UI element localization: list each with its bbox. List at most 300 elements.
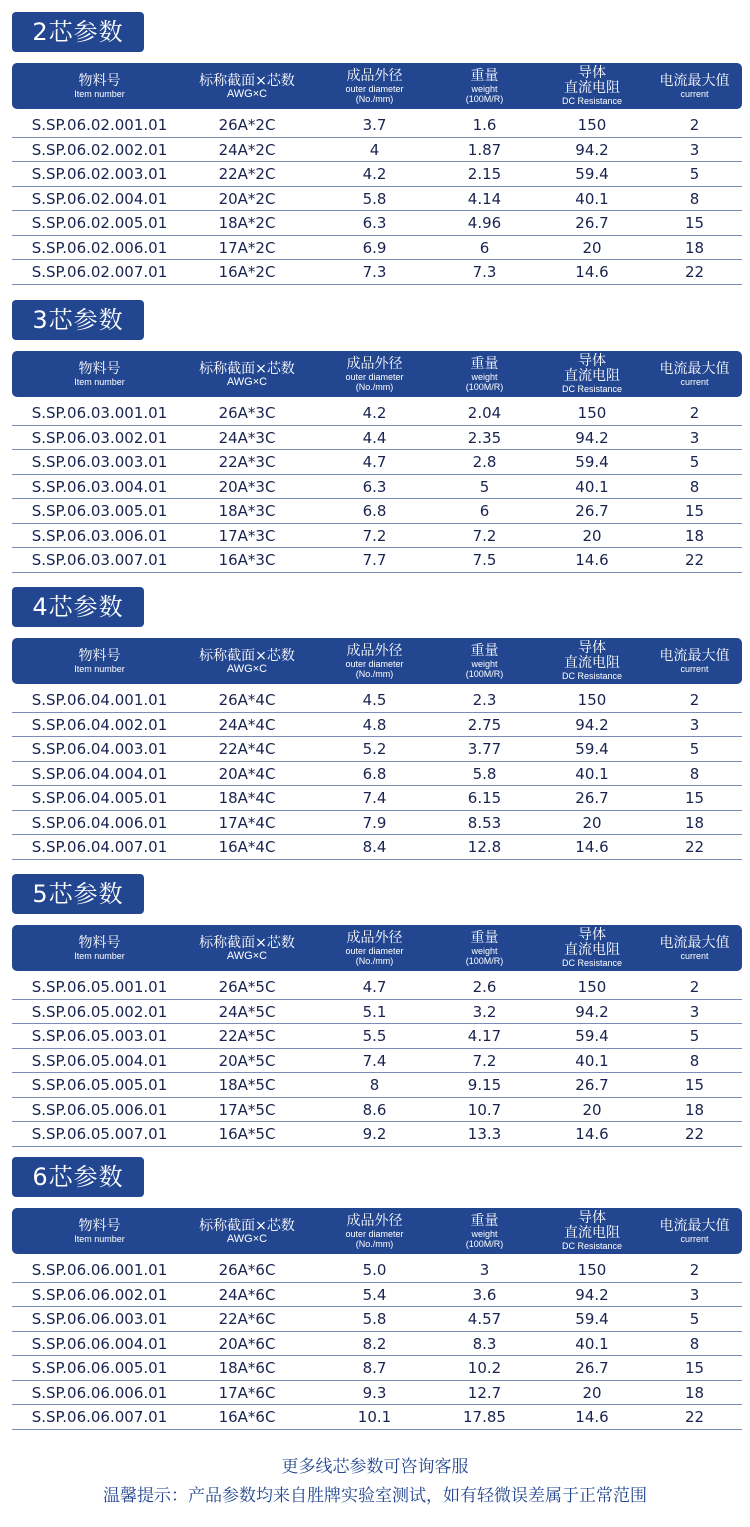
cell-awg-cores: 26A*2C: [218, 116, 276, 134]
table-body: [12, 975, 742, 1147]
header-sublabel: DC Resistance: [561, 1241, 623, 1251]
header-sublabel: current: [680, 950, 709, 961]
cell-awg-cores: 18A*6C: [218, 1359, 276, 1377]
cell-dc-resistance: 94.2: [575, 1002, 609, 1021]
cell-item-number: S.SP.06.04.002.01: [31, 715, 168, 734]
cell-awg-cores: 18A*4C: [218, 789, 276, 807]
header-unit: (100M/R): [465, 1238, 504, 1249]
header-sublabel: Item number: [74, 88, 125, 99]
table-row: [12, 113, 742, 138]
cell-dc-resistance: 26.7: [575, 1076, 609, 1094]
cell-weight: 4.14: [467, 189, 502, 208]
cell-outer-diameter: 6.3: [362, 214, 387, 232]
header-outer-diameter: [317, 638, 432, 684]
header-label: 物料号: [78, 647, 121, 664]
header-label: 电流最大值: [659, 1217, 730, 1234]
cell-max-current: 15: [684, 789, 705, 807]
cell-outer-diameter: 6.8: [362, 502, 387, 520]
header-outer-diameter: [317, 1208, 432, 1254]
header-sublabel: AWG×C: [226, 1232, 268, 1245]
header-max-current: [647, 351, 742, 397]
header-label: 直流电阻: [564, 368, 620, 384]
cell-max-current: 15: [684, 1359, 705, 1377]
header-sublabel: Item number: [74, 376, 125, 387]
header-label: 直流电阻: [564, 1225, 620, 1241]
cell-item-number: S.SP.06.03.003.01: [31, 453, 168, 471]
table-body: [12, 1258, 742, 1430]
cell-max-current: 22: [684, 263, 705, 281]
cell-dc-resistance: 14.6: [575, 1408, 609, 1426]
section-title: 6芯参数: [12, 1157, 144, 1197]
cell-item-number: S.SP.06.03.006.01: [31, 526, 168, 545]
cell-outer-diameter: 8.6: [362, 1100, 387, 1119]
cell-outer-diameter: 8: [369, 1076, 380, 1094]
cell-item-number: S.SP.06.02.006.01: [31, 238, 168, 257]
cell-weight: 10.7: [467, 1100, 502, 1119]
table-header: [12, 638, 742, 684]
cell-awg-cores: 26A*4C: [218, 691, 276, 709]
header-label: 标称截面×芯数: [199, 360, 295, 377]
header-dc-resistance: [537, 638, 647, 684]
header-awg-cores: [187, 1208, 307, 1254]
cell-awg-cores: 18A*5C: [218, 1076, 276, 1094]
cell-max-current: 22: [684, 838, 705, 856]
cell-dc-resistance: 40.1: [575, 1334, 609, 1353]
cell-max-current: 5: [689, 453, 700, 471]
cell-awg-cores: 16A*2C: [218, 263, 276, 281]
table-row: [12, 1073, 742, 1098]
header-label: 直流电阻: [564, 80, 620, 96]
table-row: [12, 1405, 742, 1430]
cell-weight: 6: [479, 502, 490, 520]
cell-max-current: 22: [684, 1408, 705, 1426]
header-awg-cores: [187, 638, 307, 684]
table-row: [12, 187, 742, 212]
header-label: 导体: [578, 640, 606, 656]
cell-max-current: 3: [689, 140, 700, 159]
cell-max-current: 5: [689, 740, 700, 758]
cell-max-current: 22: [684, 1125, 705, 1143]
header-awg-cores: [187, 351, 307, 397]
header-sublabel: weight: [471, 371, 498, 382]
table-row: [12, 475, 742, 500]
header-outer-diameter: [317, 63, 432, 109]
cell-awg-cores: 20A*5C: [218, 1051, 276, 1070]
cell-weight: 7.2: [472, 526, 497, 545]
cell-outer-diameter: 7.9: [362, 813, 387, 832]
cell-weight: 2.3: [472, 691, 497, 709]
cell-max-current: 15: [684, 1076, 705, 1094]
header-label: 电流最大值: [659, 72, 730, 89]
cell-max-current: 3: [689, 428, 700, 447]
cell-item-number: S.SP.06.06.001.01: [31, 1261, 168, 1279]
cell-awg-cores: 22A*5C: [218, 1027, 276, 1045]
cell-awg-cores: 20A*6C: [218, 1334, 276, 1353]
cell-awg-cores: 20A*2C: [218, 189, 276, 208]
cell-item-number: S.SP.06.02.004.01: [31, 189, 168, 208]
table-row: [12, 1024, 742, 1049]
header-sublabel: DC Resistance: [561, 958, 623, 968]
header-sublabel: outer diameter: [345, 83, 404, 94]
header-label: 成品外径: [346, 1212, 403, 1229]
table-row: [12, 401, 742, 426]
cell-item-number: S.SP.06.06.005.01: [31, 1359, 168, 1377]
section-title: 4芯参数: [12, 587, 144, 627]
cell-max-current: 3: [689, 715, 700, 734]
cell-item-number: S.SP.06.04.006.01: [31, 813, 168, 832]
header-max-current: [647, 63, 742, 109]
cell-weight: 6.15: [467, 789, 502, 807]
cell-outer-diameter: 4.2: [362, 165, 387, 183]
cell-outer-diameter: 7.7: [362, 551, 387, 569]
header-weight: [432, 351, 537, 397]
cell-dc-resistance: 59.4: [575, 453, 609, 471]
cell-outer-diameter: 10.1: [357, 1408, 392, 1426]
table-row: [12, 260, 742, 285]
cell-dc-resistance: 14.6: [575, 1125, 609, 1143]
header-unit: (100M/R): [465, 93, 504, 104]
header-label: 物料号: [78, 1217, 121, 1234]
cell-max-current: 8: [689, 1334, 700, 1353]
cell-weight: 5.8: [472, 764, 497, 783]
cell-dc-resistance: 26.7: [575, 789, 609, 807]
table-header: [12, 63, 742, 109]
cell-awg-cores: 16A*4C: [218, 838, 276, 856]
cell-weight: 12.8: [467, 838, 502, 856]
cell-awg-cores: 22A*4C: [218, 740, 276, 758]
cell-awg-cores: 22A*2C: [218, 165, 276, 183]
cell-weight: 13.3: [467, 1125, 502, 1143]
footer-contact-note: 更多线芯参数可咨询客服: [281, 1457, 469, 1477]
cell-awg-cores: 24A*5C: [218, 1002, 276, 1021]
cell-awg-cores: 24A*4C: [218, 715, 276, 734]
cell-outer-diameter: 6.3: [362, 477, 387, 496]
table-row: [12, 138, 742, 163]
header-sublabel: DC Resistance: [561, 384, 623, 394]
cell-weight: 9.15: [467, 1076, 502, 1094]
cell-dc-resistance: 40.1: [575, 1051, 609, 1070]
footer-disclaimer: 温馨提示：产品参数均来自胜牌实验室测试，如有轻微误差属于正常范围: [103, 1486, 647, 1506]
cell-dc-resistance: 94.2: [575, 140, 609, 159]
table-row: [12, 1122, 742, 1147]
cell-dc-resistance: 59.4: [575, 165, 609, 183]
cell-dc-resistance: 59.4: [575, 1027, 609, 1045]
header-sublabel: Item number: [74, 950, 125, 961]
header-label: 电流最大值: [659, 647, 730, 664]
cell-weight: 2.35: [467, 428, 502, 447]
header-sublabel: outer diameter: [345, 371, 404, 382]
cell-max-current: 5: [689, 165, 700, 183]
cell-item-number: S.SP.06.05.002.01: [31, 1002, 168, 1021]
cell-awg-cores: 22A*6C: [218, 1310, 276, 1328]
cell-awg-cores: 16A*6C: [218, 1408, 276, 1426]
cell-outer-diameter: 4: [369, 140, 380, 159]
header-label: 电流最大值: [659, 934, 730, 951]
cell-outer-diameter: 3.7: [362, 116, 387, 134]
header-sublabel: Item number: [74, 1233, 125, 1244]
header-label: 直流电阻: [564, 655, 620, 671]
table-row: [12, 1258, 742, 1283]
cell-weight: 4.57: [467, 1310, 502, 1328]
cell-item-number: S.SP.06.03.001.01: [31, 404, 168, 422]
cell-item-number: S.SP.06.02.007.01: [31, 263, 168, 281]
cell-outer-diameter: 5.2: [362, 740, 387, 758]
cell-outer-diameter: 7.3: [362, 263, 387, 281]
header-weight: [432, 925, 537, 971]
cell-item-number: S.SP.06.06.007.01: [31, 1408, 168, 1426]
header-label: 重量: [470, 1212, 499, 1229]
header-label: 导体: [578, 1210, 606, 1226]
cell-weight: 4.96: [467, 214, 502, 232]
cell-awg-cores: 16A*3C: [218, 551, 276, 569]
header-label: 标称截面×芯数: [199, 1217, 295, 1234]
table-row: [12, 835, 742, 860]
header-label: 直流电阻: [564, 942, 620, 958]
header-label: 重量: [470, 355, 499, 372]
header-max-current: [647, 925, 742, 971]
cell-outer-diameter: 4.7: [362, 978, 387, 996]
cell-item-number: S.SP.06.06.006.01: [31, 1383, 168, 1402]
cell-outer-diameter: 6.9: [362, 238, 387, 257]
cell-dc-resistance: 40.1: [575, 189, 609, 208]
cell-max-current: 18: [684, 526, 705, 545]
cell-outer-diameter: 5.5: [362, 1027, 387, 1045]
header-item-number: [12, 351, 187, 397]
cell-item-number: S.SP.06.04.001.01: [31, 691, 168, 709]
header-sublabel: AWG×C: [226, 949, 268, 962]
cell-item-number: S.SP.06.05.007.01: [31, 1125, 168, 1143]
section-title: 2芯参数: [12, 12, 144, 52]
header-outer-diameter: [317, 351, 432, 397]
table-body: [12, 113, 742, 285]
header-weight: [432, 638, 537, 684]
cell-max-current: 2: [689, 404, 700, 422]
cell-item-number: S.SP.06.04.004.01: [31, 764, 168, 783]
header-unit: (No./mm): [355, 1238, 394, 1249]
cell-item-number: S.SP.06.05.005.01: [31, 1076, 168, 1094]
cell-outer-diameter: 5.0: [362, 1261, 387, 1279]
header-sublabel: outer diameter: [345, 945, 404, 956]
header-unit: (No./mm): [355, 381, 394, 392]
cell-dc-resistance: 20: [582, 238, 602, 257]
section-title: 3芯参数: [12, 300, 144, 340]
cell-awg-cores: 22A*3C: [218, 453, 276, 471]
cell-weight: 3.6: [472, 1285, 497, 1304]
cell-weight: 6: [479, 238, 490, 257]
cell-weight: 12.7: [467, 1383, 502, 1402]
cell-max-current: 15: [684, 502, 705, 520]
cell-weight: 1.6: [472, 116, 497, 134]
cell-item-number: S.SP.06.03.007.01: [31, 551, 168, 569]
table-row: [12, 1283, 742, 1308]
cell-weight: 17.85: [463, 1408, 506, 1426]
cell-awg-cores: 26A*6C: [218, 1261, 276, 1279]
cell-dc-resistance: 150: [577, 116, 607, 134]
header-label: 标称截面×芯数: [199, 72, 295, 89]
header-label: 重量: [470, 929, 499, 946]
header-dc-resistance: [537, 1208, 647, 1254]
cell-awg-cores: 16A*5C: [218, 1125, 276, 1143]
header-unit: (100M/R): [465, 381, 504, 392]
table-header: [12, 1208, 742, 1254]
header-label: 成品外径: [346, 67, 403, 84]
cell-item-number: S.SP.06.04.005.01: [31, 789, 168, 807]
cell-item-number: S.SP.06.05.003.01: [31, 1027, 168, 1045]
cell-dc-resistance: 26.7: [575, 502, 609, 520]
cell-awg-cores: 17A*3C: [218, 526, 276, 545]
cell-weight: 10.2: [467, 1359, 502, 1377]
header-max-current: [647, 1208, 742, 1254]
cell-outer-diameter: 9.2: [362, 1125, 387, 1143]
cell-dc-resistance: 14.6: [575, 838, 609, 856]
cell-item-number: S.SP.06.04.007.01: [31, 838, 168, 856]
header-sublabel: outer diameter: [345, 1228, 404, 1239]
cell-dc-resistance: 26.7: [575, 1359, 609, 1377]
cell-outer-diameter: 5.8: [362, 189, 387, 208]
table-row: [12, 811, 742, 836]
cell-weight: 2.75: [467, 715, 502, 734]
header-sublabel: current: [680, 376, 709, 387]
table-row: [12, 762, 742, 787]
cell-max-current: 2: [689, 691, 700, 709]
cell-max-current: 5: [689, 1310, 700, 1328]
table-row: [12, 499, 742, 524]
cell-awg-cores: 24A*6C: [218, 1285, 276, 1304]
cell-outer-diameter: 6.8: [362, 764, 387, 783]
header-label: 重量: [470, 67, 499, 84]
cell-weight: 1.87: [467, 140, 502, 159]
cell-dc-resistance: 40.1: [575, 764, 609, 783]
header-label: 导体: [578, 927, 606, 943]
cell-weight: 3: [479, 1261, 490, 1279]
table-row: [12, 211, 742, 236]
cell-outer-diameter: 4.5: [362, 691, 387, 709]
cell-outer-diameter: 5.8: [362, 1310, 387, 1328]
cell-max-current: 8: [689, 764, 700, 783]
cell-outer-diameter: 8.4: [362, 838, 387, 856]
header-label: 标称截面×芯数: [199, 934, 295, 951]
cell-max-current: 2: [689, 116, 700, 134]
cell-outer-diameter: 9.3: [362, 1383, 387, 1402]
cell-max-current: 2: [689, 978, 700, 996]
header-sublabel: current: [680, 88, 709, 99]
cell-max-current: 2: [689, 1261, 700, 1279]
header-sublabel: current: [680, 1233, 709, 1244]
cell-dc-resistance: 59.4: [575, 1310, 609, 1328]
cell-dc-resistance: 150: [577, 1261, 607, 1279]
cell-max-current: 8: [689, 477, 700, 496]
header-sublabel: Item number: [74, 663, 125, 674]
table-row: [12, 1332, 742, 1357]
cell-item-number: S.SP.06.02.001.01: [31, 116, 168, 134]
header-label: 成品外径: [346, 642, 403, 659]
cell-awg-cores: 17A*6C: [218, 1383, 276, 1402]
table-body: [12, 688, 742, 860]
cell-dc-resistance: 40.1: [575, 477, 609, 496]
header-label: 电流最大值: [659, 360, 730, 377]
table-row: [12, 1356, 742, 1381]
cell-max-current: 22: [684, 551, 705, 569]
cell-awg-cores: 20A*4C: [218, 764, 276, 783]
cell-weight: 2.15: [467, 165, 502, 183]
header-sublabel: DC Resistance: [561, 671, 623, 681]
header-item-number: [12, 1208, 187, 1254]
cell-dc-resistance: 150: [577, 691, 607, 709]
header-dc-resistance: [537, 925, 647, 971]
table-row: [12, 548, 742, 573]
header-sublabel: weight: [471, 83, 498, 94]
cell-weight: 2.8: [472, 453, 497, 471]
cell-weight: 7.5: [472, 551, 497, 569]
cell-max-current: 18: [684, 238, 705, 257]
cell-weight: 5: [479, 477, 490, 496]
cell-awg-cores: 18A*3C: [218, 502, 276, 520]
header-sublabel: weight: [471, 945, 498, 956]
table-row: [12, 162, 742, 187]
header-label: 物料号: [78, 934, 121, 951]
header-item-number: [12, 925, 187, 971]
table-row: [12, 1098, 742, 1123]
table-row: [12, 1381, 742, 1406]
cell-dc-resistance: 150: [577, 404, 607, 422]
header-unit: (100M/R): [465, 955, 504, 966]
header-dc-resistance: [537, 351, 647, 397]
cell-awg-cores: 24A*2C: [218, 140, 276, 159]
table-row: [12, 236, 742, 261]
cell-max-current: 18: [684, 1383, 705, 1402]
header-sublabel: outer diameter: [345, 658, 404, 669]
cell-item-number: S.SP.06.02.005.01: [31, 214, 168, 232]
cell-item-number: S.SP.06.06.003.01: [31, 1310, 168, 1328]
header-awg-cores: [187, 63, 307, 109]
cell-item-number: S.SP.06.03.004.01: [31, 477, 168, 496]
cell-awg-cores: 17A*2C: [218, 238, 276, 257]
header-unit: (No./mm): [355, 93, 394, 104]
header-sublabel: weight: [471, 658, 498, 669]
header-item-number: [12, 638, 187, 684]
cell-max-current: 8: [689, 189, 700, 208]
cell-awg-cores: 26A*5C: [218, 978, 276, 996]
cell-outer-diameter: 7.4: [362, 1051, 387, 1070]
cell-weight: 7.3: [472, 263, 497, 281]
cell-dc-resistance: 14.6: [575, 551, 609, 569]
cell-outer-diameter: 5.4: [362, 1285, 387, 1304]
cell-outer-diameter: 8.7: [362, 1359, 387, 1377]
cell-awg-cores: 24A*3C: [218, 428, 276, 447]
cell-outer-diameter: 5.1: [362, 1002, 387, 1021]
cell-outer-diameter: 8.2: [362, 1334, 387, 1353]
cell-dc-resistance: 26.7: [575, 214, 609, 232]
cell-awg-cores: 18A*2C: [218, 214, 276, 232]
cell-item-number: S.SP.06.05.004.01: [31, 1051, 168, 1070]
cell-dc-resistance: 150: [577, 978, 607, 996]
cell-max-current: 15: [684, 214, 705, 232]
cell-dc-resistance: 94.2: [575, 428, 609, 447]
table-row: [12, 688, 742, 713]
header-max-current: [647, 638, 742, 684]
cell-weight: 4.17: [467, 1027, 502, 1045]
table-row: [12, 1307, 742, 1332]
header-label: 物料号: [78, 72, 121, 89]
header-label: 物料号: [78, 360, 121, 377]
cell-weight: 7.2: [472, 1051, 497, 1070]
cell-item-number: S.SP.06.05.006.01: [31, 1100, 168, 1119]
header-sublabel: AWG×C: [226, 87, 268, 100]
cell-dc-resistance: 20: [582, 526, 602, 545]
cell-outer-diameter: 4.7: [362, 453, 387, 471]
cell-max-current: 8: [689, 1051, 700, 1070]
header-unit: (No./mm): [355, 668, 394, 679]
